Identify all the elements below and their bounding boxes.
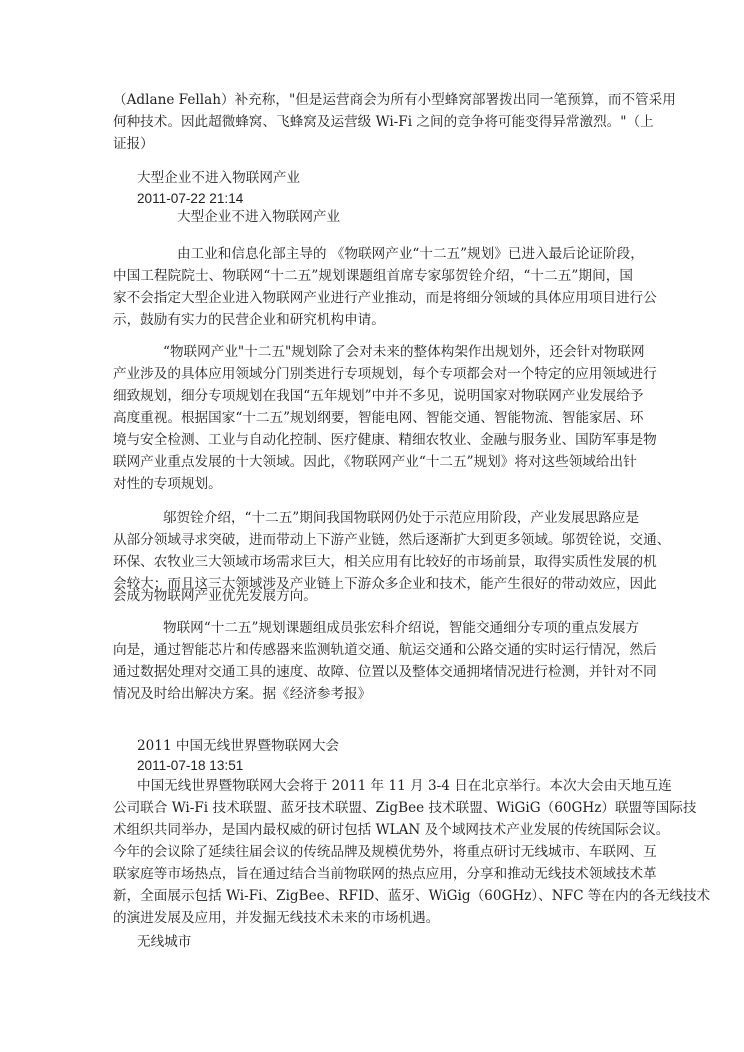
text-line: 证报） <box>113 136 154 152</box>
text-line: “物联网产业"十二五"规划除了会对未来的整体构架作出规划外，还会针对物联网 <box>163 344 645 360</box>
text-line: 今年的会议除了延续往届会议的传统品牌及规模优势外，将重点研讨无线城市、车联网、互 <box>113 844 657 860</box>
text-line: 向是，通过智能芯片和传感器来监测轨道交通、航运交通和公路交通的实时运行情况，然后 <box>113 642 657 658</box>
text-line: 术组织共同举办，是国内最权威的研讨包括 WLAN 及个域网技术产业发展的传统国际会议。 <box>113 822 670 838</box>
text-line: 会较大；而且这三大领域涉及产业链上下游众多企业和技术，能产生很好的带动效应，因此 <box>113 576 657 592</box>
text-line: 示，鼓励有实力的民营企业和研究机构申请。 <box>113 312 385 328</box>
text-line: 新，全面展示包括 Wi-Fi、ZigBee、RFID、蓝牙、WiGig（60GHz）、NFC 等在内的各无线技术 <box>113 888 711 904</box>
article-datetime: 2011-07-22 21:14 <box>137 191 244 206</box>
text-line: 由工业和信息化部主导的 《物联网产业“十二五”规划》已进入最后论证阶段， <box>177 246 644 262</box>
text-line: 联家庭等市场热点，旨在通过结合当前物联网的热点应用，分享和推动无线技术领域技术革 <box>113 866 657 882</box>
text-line: 对性的专项规划。 <box>113 476 222 492</box>
text-line: 物联网“十二五”规划课题组成员张宏科介绍说，智能交通细分专项的重点发展方 <box>163 620 640 636</box>
text-line: 通过数据处理对交通工具的速度、故障、位置以及整体交通拥堵情况进行检测，并针对不同 <box>113 664 657 680</box>
section-heading: 无线城市 <box>137 934 192 950</box>
text-line: 邬贺铨介绍，“十二五”期间我国物联网仍处于示范应用阶段，产业发展思路应是 <box>163 510 640 526</box>
text-line: 高度重视。根据国家“十二五”规划纲要，智能电网、智能交通、智能物流、智能家居、环 <box>113 410 644 426</box>
text-line: 联网产业重点发展的十大领域。因此，《物联网产业“十二五”规划》将对这些领域给出针 <box>113 454 637 470</box>
text-line: 家不会指定大型企业进入物联网产业进行产业推动，而是将细分领域的具体应用项目进行公 <box>113 290 657 306</box>
article-subtitle: 大型企业不进入物联网产业 <box>177 209 341 225</box>
text-line: 从部分领域寻求突破，进而带动上下游产业链，然后逐渐扩大到更多领域。邬贺铨说，交通、 <box>113 532 671 548</box>
text-line: 情况及时给出解决方案。据《经济参考报》 <box>113 686 372 702</box>
text-line: 境与安全检测、工业与自动化控制、医疗健康、精细农牧业、金融与服务业、国防军事是物 <box>113 432 657 448</box>
text-line: 中国无线世界暨物联网大会将于 2011 年 11 月 3-4 日在北京举行。本次大会由天地互连 <box>137 778 672 794</box>
text-line: 公司联合 Wi-Fi 技术联盟、蓝牙技术联盟、ZigBee 技术联盟、WiGiG（60GHz）联盟等国际技 <box>113 800 697 816</box>
text-line: 何种技术。因此超微蜂窝、飞蜂窝及运营级 Wi-Fi 之间的竞争将可能变得异常激烈。"（上 <box>113 114 654 130</box>
text-line: 环保、农牧业三大领域市场需求巨大，相关应用有比较好的市场前景，取得实质性发展的机 <box>113 554 657 570</box>
text-line: 中国工程院院士、物联网“十二五”规划课题组首席专家邬贺铨介绍，“十二五”期间，国 <box>113 268 633 284</box>
article-title: 大型企业不进入物联网产业 <box>137 170 301 186</box>
text-line: 细致规划，细分专项规划在我国“五年规划”中并不多见，说明国家对物联网产业发展给予 <box>113 388 644 404</box>
text-line: （Adlane Fellah）补充称，"但是运营商会为所有小型蜂窝部署拨出同一笔预算，而不管采用 <box>113 92 676 108</box>
text-line: 会成为物联网产业优先发展方向。 <box>113 588 317 604</box>
text-line: 的演进发展及应用，并发掘无线技术未来的市场机遇。 <box>113 910 440 926</box>
text-line: 产业涉及的具体应用领域分门别类进行专项规划，每个专项都会对一个特定的应用领域进行 <box>113 366 657 382</box>
article-title: 2011 中国无线世界暨物联网大会 <box>137 738 340 754</box>
article-datetime: 2011-07-18 13:51 <box>137 758 244 773</box>
